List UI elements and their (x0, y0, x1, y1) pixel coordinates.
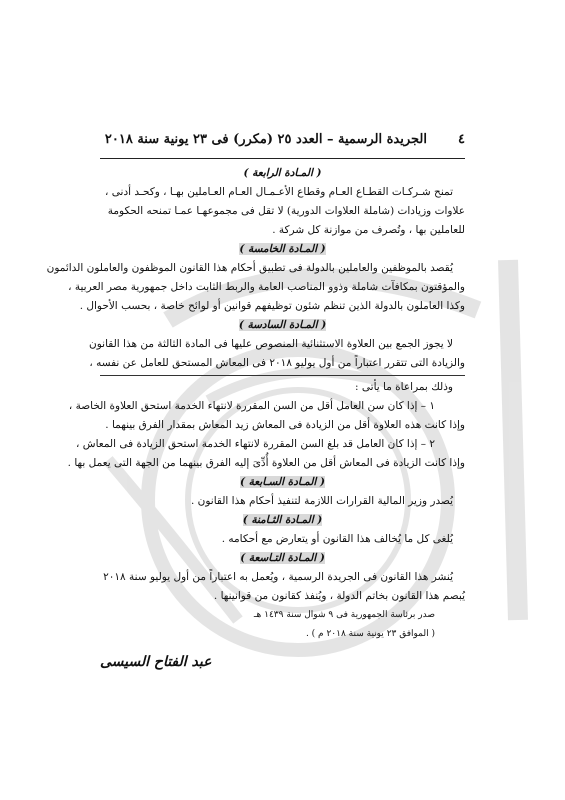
article-8-heading: ( المـادة الثـامنة ) (242, 514, 323, 526)
article-6-heading: ( المـادة السادسة ) (238, 319, 327, 331)
page-header (104, 132, 465, 152)
law-body (46, 164, 465, 644)
article-6-item-1: ١ – إذا كان سن العامل أقل من السن المقررة لانتهاء الخدمة استحق العلاوة الخاصة ، (68, 400, 435, 412)
issued-date-gregorian: ( الموافق ٢٣ يونية سنة ٢٠١٨ م ) . (305, 629, 435, 639)
article-6-item-2: ٢ – إذا كان العامل قد بلغ السن المقررة لانتهاء الخدمة استحق الزيادة فى المعاش ، (76, 438, 435, 450)
article-5-line-1: يُقصد بالموظفين والعاملين بالدولة فى تطبيق أحكام هذا القانون الموظفون والعاملون الدائمون (46, 262, 453, 274)
header-divider (100, 158, 465, 159)
article-4-line-1: تمنح شـركـات القطـاع العـام وقطاع الأعـمـال العـام العـاملين بهـا ، وكحـد أدنى ، (105, 186, 453, 198)
signature: عبد الفتاح السيسى (100, 654, 212, 670)
article-9-line-1: يُنشر هذا القانون فى الجريدة الرسمية ، ويُعمل به اعتباراً من أول يوليو سنة ٢٠١٨ (103, 571, 453, 583)
article-6-line-3: وذلك بمراعاة ما يأتى : (355, 381, 453, 393)
article-7-heading: ( المـادة السـابعة ) (240, 476, 325, 488)
article-8-line-1: يُلغى كل ما يُخالف هذا القانون أو يتعارض مع أحكامه . (221, 533, 453, 545)
page-number: ٤ (458, 132, 465, 147)
article-6-divider (100, 375, 465, 376)
article-7-line-1: يُصدر وزير المالية القرارات اللازمة لتنفيذ أحكام هذا القانون . (190, 495, 453, 507)
article-4-heading: ( المـادة الرابعة ) (243, 167, 322, 179)
article-6-item-1-cont: وإذا كانت هذه العلاوة أقل من الزيادة فى المعاش زيد المعاش بمقدار الفرق بينهما . (105, 419, 465, 431)
issued-date-hijri: صدر برئاسة الجمهورية فى ٩ شوال سنة ١٤٣٩ هـ (253, 610, 435, 620)
article-4-line-2: علاوات وزيادات (شاملة العلاوات الدورية) لا تقل فى مجموعهـا عمـا تمنحه الحكومة (107, 205, 465, 217)
article-9-heading: ( المـادة التـاسعة ) (240, 552, 325, 564)
article-6-line-2: والزيادة التى تتقرر اعتباراً من أول يوليو ٢٠١٨ فى المعاش المستحق للعامل عن نفسه ، (89, 357, 465, 369)
article-4-line-3: للعاملين بها ، وتُصرف من موازنة كل شركة . (272, 224, 465, 236)
article-9-line-2: يُبصم هذا القانون بخاتم الدولة ، ويُنفذ كقانون من قوانينها . (213, 590, 465, 602)
article-5-line-2: والمؤقتون بمكافآت شاملة وذوو المناصب العامة والربط الثابت داخل جمهورية مصر العربية ، (68, 281, 465, 293)
article-5-line-3: وكذا العاملون بالدولة الذين تنظم شئون توظيفهم قوانين أو لوائح خاصة ، بحسب الأحوال . (79, 300, 465, 312)
article-6-line-1: لا يجوز الجمع بين العلاوة الاستثنائية المنصوص عليها فى المادة الثالثة من هذا القانون (89, 338, 453, 350)
article-5-heading: ( المـادة الخامسة ) (239, 243, 326, 255)
article-6-item-2-cont: وإذا كانت الزيادة فى المعاش أقل من العلاوة أُدِّىَ إليه الفرق بينهما من الجهة التى يعمل بها . (67, 457, 465, 469)
gazette-title: الجريدة الرسمية – العدد ٢٥ (مكرر) فى ٢٣ يونية سنة ٢٠١٨ (104, 132, 427, 147)
